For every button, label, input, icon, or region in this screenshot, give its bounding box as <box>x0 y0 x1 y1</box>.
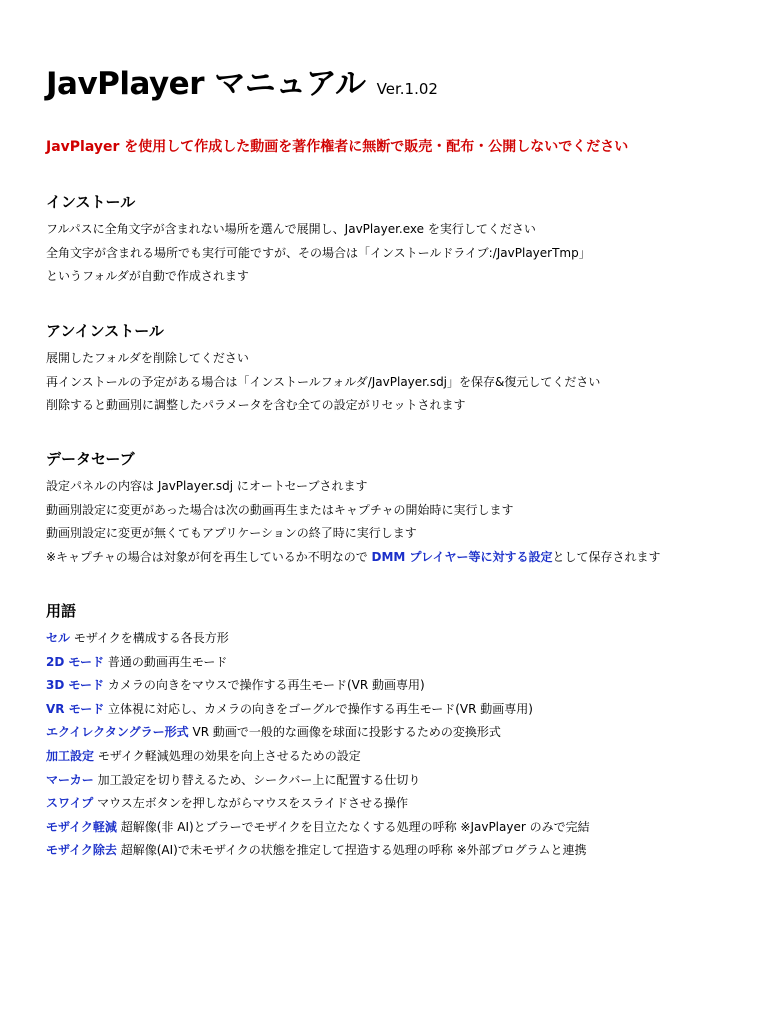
install-line: フルパスに全角文字が含まれない場所を選んで展開し、JavPlayer.exe を実行してください <box>46 222 536 236</box>
datasave-section <box>46 449 746 569</box>
dmm-settings-link[interactable]: DMM プレイヤー等に対する設定 <box>371 549 553 564</box>
term-row <box>46 839 746 863</box>
install-line: というフォルダが自動で作成されます <box>46 269 249 284</box>
term-label: 加工設定 <box>46 748 95 763</box>
term-description: 超解像(非 AI)とブラーでモザイクを目立たなくする処理の呼称 ※JavPlayer のみで完結 <box>116 819 590 834</box>
term-row <box>46 792 746 816</box>
term-label: 2D モード <box>46 654 105 669</box>
term-description: VR 動画で一般的な画像を球面に投影するための変換形式 <box>188 725 501 740</box>
uninstall-line: 展開したフォルダを削除してください <box>46 351 249 365</box>
term-description: マウス左ボタンを押しながらマウスをスライドさせる操作 <box>93 796 409 811</box>
term-label: セル <box>46 631 71 645</box>
term-row <box>46 769 746 793</box>
datasave-heading: データセーブ <box>46 450 135 468</box>
term-row <box>46 651 746 675</box>
term-row <box>46 698 746 722</box>
term-row <box>46 745 746 769</box>
term-row <box>46 627 746 651</box>
term-row <box>46 721 746 745</box>
term-label: スワイプ <box>46 796 94 811</box>
datasave-line: 動画別設定に変更が無くてもアプリケーションの終了時に実行します <box>46 526 417 541</box>
term-description: 超解像(AI)で未モザイクの状態を推定して捏造する処理の呼称 ※外部プログラムと連携 <box>116 843 587 858</box>
term-label: エクイレクタングラー形式 <box>46 725 189 740</box>
datasave-line: 設定パネルの内容は JavPlayer.sdj にオートセーブされます <box>46 479 368 493</box>
term-description: 加工設定を切り替えるため、シークバー上に配置する仕切り <box>93 772 421 787</box>
uninstall-section <box>46 321 746 418</box>
version-label: Ver.1.02 <box>376 80 438 98</box>
term-description: モザイク軽減処理の効果を向上させるための設定 <box>94 748 361 763</box>
install-section <box>46 192 746 289</box>
terms-section <box>46 601 746 863</box>
term-label: 3D モード <box>46 678 105 693</box>
term-label: VR モード <box>46 701 105 716</box>
term-row <box>46 674 746 698</box>
install-heading: インストール <box>46 193 136 211</box>
term-description: カメラの向きをマウスで操作する再生モード(VR 動画専用) <box>104 678 425 693</box>
warning-notice: JavPlayer を使用して作成した動画を著作権者に無断で販売・配布・公開しないでください <box>46 139 629 155</box>
page-title: JavPlayer マニュアル <box>46 66 366 102</box>
title-row <box>46 58 438 103</box>
datasave-note-suffix: として保存されます <box>552 549 661 564</box>
uninstall-line: 削除すると動画別に調整したパラメータを含む全ての設定がリセットされます <box>46 398 466 413</box>
uninstall-line: 再インストールの予定がある場合は「インストールフォルダ/JavPlayer.sdj」を保存&復元してください <box>46 374 601 389</box>
term-description: モザイクを構成する各長方形 <box>70 631 229 645</box>
datasave-note-line <box>46 546 746 570</box>
term-label: モザイク除去 <box>46 843 117 858</box>
term-row <box>46 816 746 840</box>
term-description: 普通の動画再生モード <box>104 654 228 669</box>
datasave-line: 動画別設定に変更があった場合は次の動画再生またはキャプチャの開始時に実行します <box>46 502 514 517</box>
datasave-note-prefix: ※キャプチャの場合は対象が何を再生しているか不明なので <box>46 549 372 564</box>
term-description: 立体視に対応し、カメラの向きをゴーグルで操作する再生モード(VR 動画専用) <box>104 701 533 716</box>
terms-heading: 用語 <box>46 602 77 620</box>
uninstall-heading: アンインストール <box>46 322 164 340</box>
term-label: モザイク軽減 <box>46 819 117 834</box>
term-label: マーカー <box>46 772 94 787</box>
install-line: 全角文字が含まれる場所でも実行可能ですが、その場合は「インストールドライブ:/JavPlayerTmp」 <box>46 245 591 260</box>
